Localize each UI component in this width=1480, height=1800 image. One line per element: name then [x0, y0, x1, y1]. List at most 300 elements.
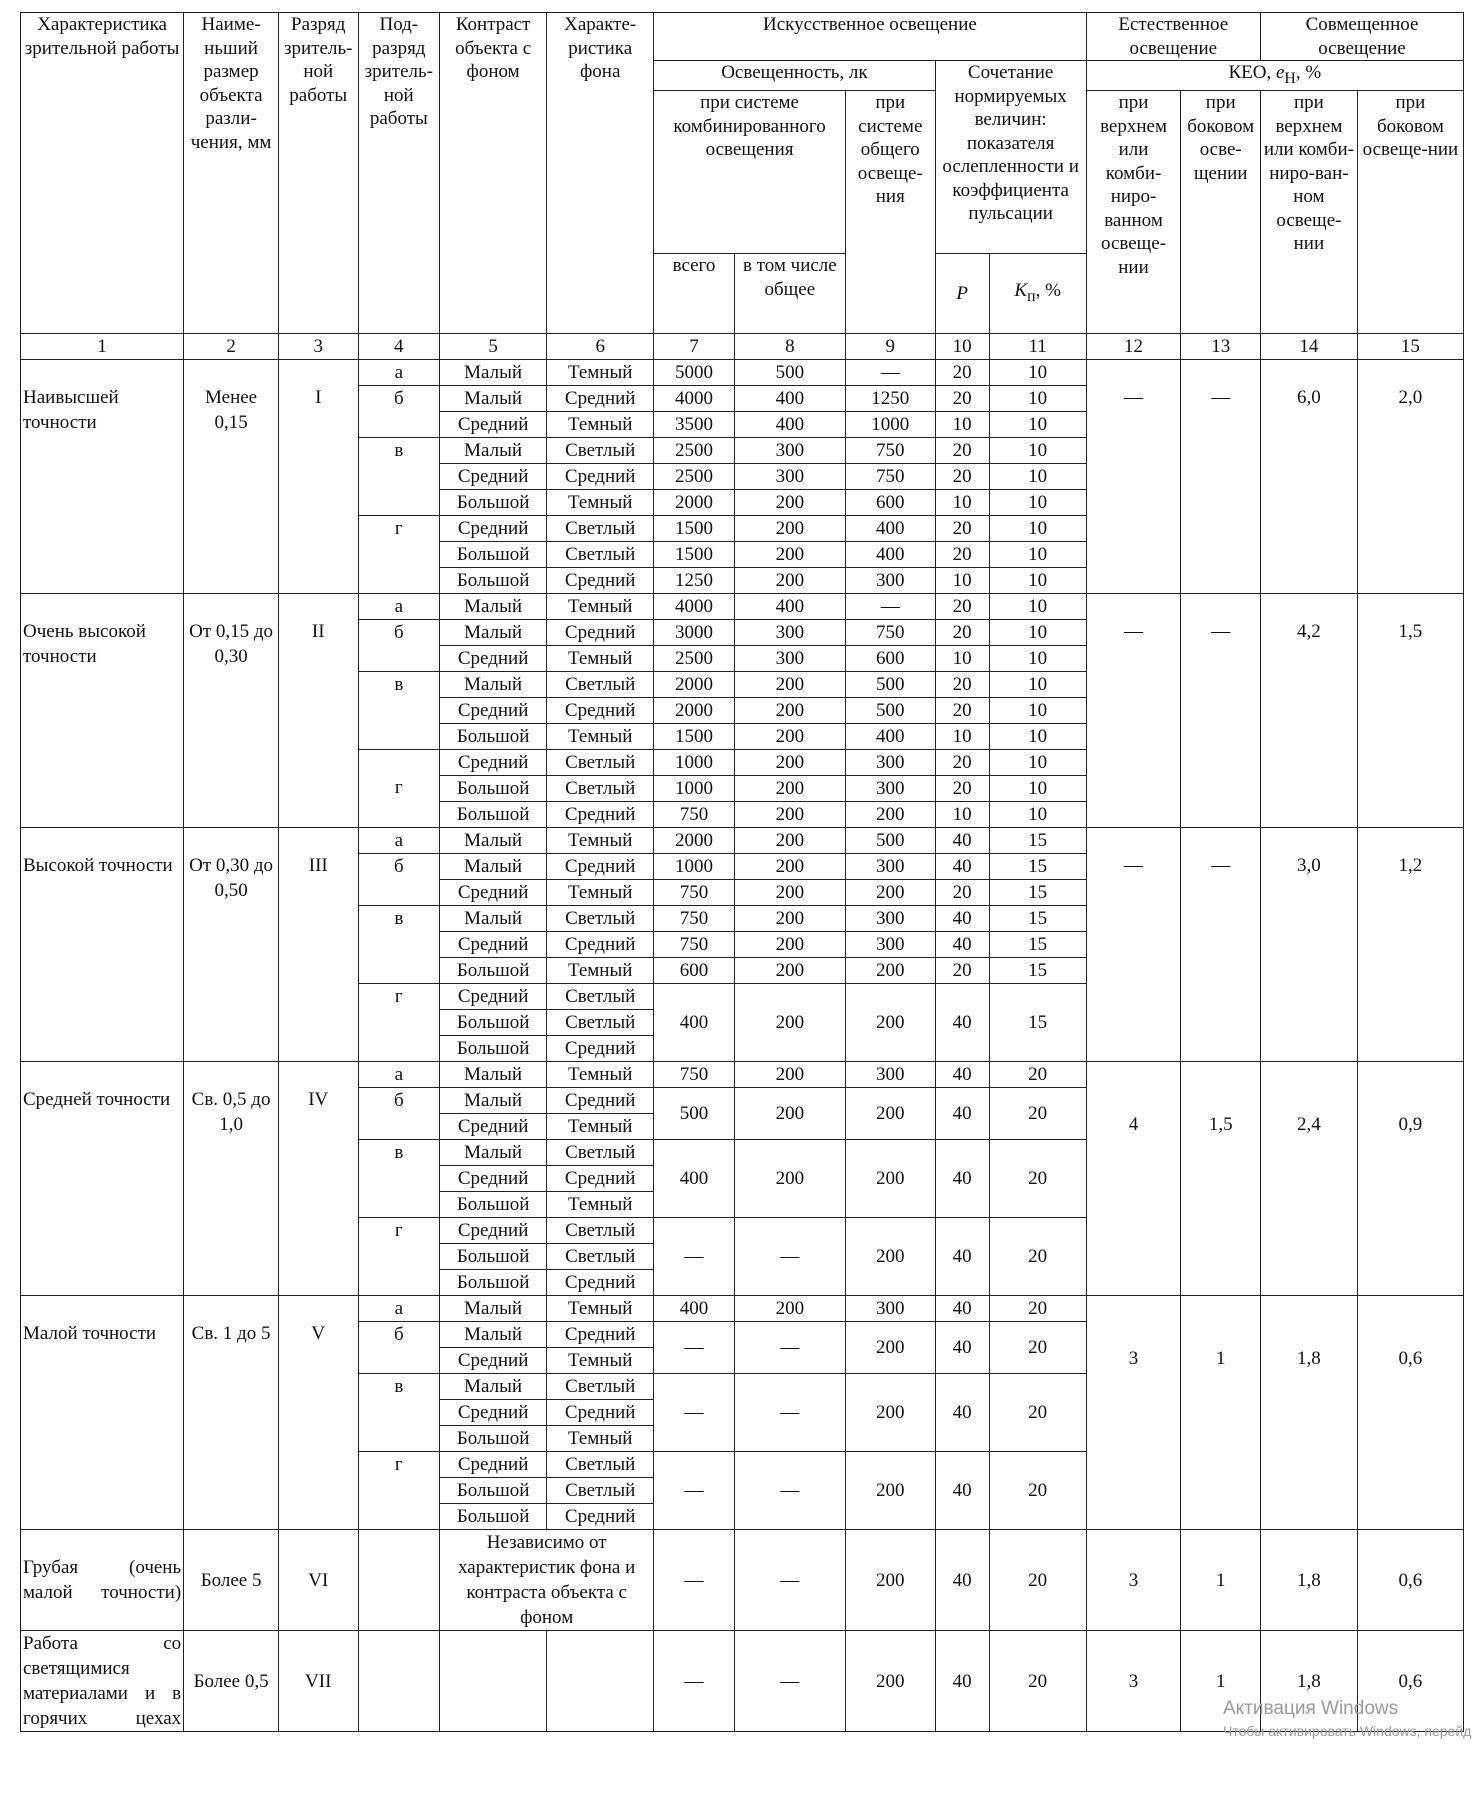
illum-general-part: 200 [734, 750, 845, 776]
contrast-cell: Малый [440, 672, 547, 698]
glare-index: 20 [935, 750, 989, 776]
keo-combined-top: 6,0 [1260, 360, 1357, 594]
glare-index: 40 [935, 854, 989, 880]
illum-general-part: 200 [734, 490, 845, 516]
column-number: 14 [1260, 334, 1357, 360]
keo-natural-side: 1 [1181, 1631, 1261, 1732]
glare-index: 20 [935, 620, 989, 646]
pulsation-coef: 20 [989, 1631, 1086, 1732]
illum-general-part: 200 [734, 854, 845, 880]
background-cell: Светлый [547, 1010, 654, 1036]
pulsation-coef: 10 [989, 646, 1086, 672]
illum-total: 2500 [654, 464, 735, 490]
illum-total: 1000 [654, 854, 735, 880]
illum-general-part: 200 [734, 1062, 845, 1088]
subrank-letter: а [358, 1062, 440, 1088]
background-cell: Средний [547, 1322, 654, 1348]
keo-combined-side: 1,5 [1357, 594, 1463, 828]
table-row [21, 1296, 1464, 1322]
subrank-empty [358, 1530, 440, 1631]
pulsation-coef: 10 [989, 464, 1086, 490]
glare-index: 10 [935, 802, 989, 828]
category-name: Высокой точности [21, 828, 184, 1062]
pulsation-coef: 20 [989, 1088, 1086, 1140]
contrast-cell: Малый [440, 1140, 547, 1166]
illum-general-system: 600 [845, 490, 935, 516]
contrast-cell: Средний [440, 932, 547, 958]
background-cell: Темный [547, 1296, 654, 1322]
contrast-cell: Большой [440, 1192, 547, 1218]
background-cell: Темный [547, 1426, 654, 1452]
keo-natural-side: — [1181, 828, 1261, 1062]
glare-index: 40 [935, 1218, 989, 1296]
illum-general-part: 200 [734, 958, 845, 984]
illum-total: — [654, 1631, 735, 1732]
background-cell: Средний [547, 1270, 654, 1296]
subrank-letter: а [358, 594, 440, 620]
background-cell: Светлый [547, 542, 654, 568]
subrank-letter: в [358, 438, 440, 516]
illum-total: — [654, 1530, 735, 1631]
glare-index: 20 [935, 672, 989, 698]
contrast-cell: Малый [440, 1322, 547, 1348]
contrast-cell: Малый [440, 1296, 547, 1322]
subrank-letter: б [358, 620, 440, 672]
illum-general-part: 400 [734, 412, 845, 438]
contrast-cell: Средний [440, 516, 547, 542]
contrast-cell: Малый [440, 1088, 547, 1114]
contrast-cell: Большой [440, 1504, 547, 1530]
background-cell: Темный [547, 1192, 654, 1218]
glare-index: 20 [935, 438, 989, 464]
subrank-letter: в [358, 1140, 440, 1218]
header-general-system: при системе общего освеще-ния [845, 91, 935, 334]
subrank-letter: б [358, 386, 440, 438]
pulsation-coef: 20 [989, 1374, 1086, 1452]
illum-general-system: 1250 [845, 386, 935, 412]
header-combination: Сочетание нормируемых величин: показателя ослепленности и коэффициента пульсации [935, 61, 1086, 254]
keo-natural-side: 1 [1181, 1296, 1261, 1530]
glare-index: 20 [935, 880, 989, 906]
illum-total: — [654, 1374, 735, 1452]
column-number: 2 [184, 334, 279, 360]
illum-general-part: 200 [734, 672, 845, 698]
pulsation-coef: 10 [989, 386, 1086, 412]
category-rank: I [278, 360, 358, 594]
illum-total: 3500 [654, 412, 735, 438]
pulsation-coef: 15 [989, 906, 1086, 932]
keo-combined-top: 4,2 [1260, 594, 1357, 828]
subrank-letter: г [358, 1218, 440, 1296]
contrast-cell: Малый [440, 360, 547, 386]
background-cell: Светлый [547, 776, 654, 802]
pulsation-coef: 20 [989, 1218, 1086, 1296]
illum-total: 600 [654, 958, 735, 984]
illum-general-part: 200 [734, 698, 845, 724]
column-number: 15 [1357, 334, 1463, 360]
contrast-cell: Средний [440, 646, 547, 672]
background-cell: Средний [547, 1166, 654, 1192]
background-cell: Темный [547, 880, 654, 906]
illum-general-system: 200 [845, 1530, 935, 1631]
illum-general-system: 200 [845, 880, 935, 906]
header-artificial-lighting: Искусственное освещение [654, 13, 1086, 61]
contrast-cell: Средний [440, 1218, 547, 1244]
pulsation-coef: 20 [989, 1452, 1086, 1530]
illum-general-part: 200 [734, 1140, 845, 1218]
background-cell: Темный [547, 594, 654, 620]
keo-natural-top: 3 [1086, 1631, 1181, 1732]
category-min-size: От 0,30 до 0,50 [184, 828, 279, 1062]
background-cell: Светлый [547, 1244, 654, 1270]
column-number: 5 [440, 334, 547, 360]
header-keo-text: КЕО, $e_Н$, % [1228, 62, 1322, 87]
header-total: всего [654, 254, 735, 334]
illum-total: 4000 [654, 386, 735, 412]
background-cell: Средний [547, 568, 654, 594]
background-cell: Светлый [547, 1374, 654, 1400]
illum-general-part: 200 [734, 1088, 845, 1140]
header-keo [1086, 61, 1463, 91]
illum-general-part: — [734, 1218, 845, 1296]
contrast-cell: Средний [440, 1452, 547, 1478]
pulsation-coef: 10 [989, 516, 1086, 542]
illum-total: 750 [654, 932, 735, 958]
illum-general-part: — [734, 1530, 845, 1631]
category-name: Грубая (очень малой точности) [21, 1530, 184, 1631]
subrank-letter: в [358, 672, 440, 750]
pulsation-coef: 15 [989, 958, 1086, 984]
illum-general-system: 200 [845, 1218, 935, 1296]
contrast-cell: Большой [440, 542, 547, 568]
header-natural-top: при верхнем или комби-ниро-ванном освеще-нии [1086, 91, 1181, 334]
illum-total: 5000 [654, 360, 735, 386]
watermark-subtitle: Чтобы активировать Windows, перейд [1223, 1723, 1472, 1739]
contrast-cell: Большой [440, 776, 547, 802]
category-name: Очень высокой точности [21, 594, 184, 828]
illum-general-system: 200 [845, 1452, 935, 1530]
glare-index: 40 [935, 1530, 989, 1631]
illum-general-part: — [734, 1452, 845, 1530]
pulsation-coef: 20 [989, 1322, 1086, 1374]
glare-index: 20 [935, 594, 989, 620]
illum-general-system: 750 [845, 438, 935, 464]
subrank-letter: а [358, 828, 440, 854]
background-cell: Светлый [547, 672, 654, 698]
category-name: Средней точности [21, 1062, 184, 1296]
glare-index: 40 [935, 1631, 989, 1732]
keo-natural-top: — [1086, 828, 1181, 1062]
contrast-cell: Малый [440, 1374, 547, 1400]
column-number: 6 [547, 334, 654, 360]
contrast-cell: Малый [440, 1062, 547, 1088]
contrast-cell: Средний [440, 750, 547, 776]
table-row [21, 1062, 1464, 1088]
illum-general-part: 200 [734, 1296, 845, 1322]
glare-index: 20 [935, 542, 989, 568]
contrast-cell: Средний [440, 464, 547, 490]
contrast-cell: Большой [440, 958, 547, 984]
pulsation-coef: 10 [989, 594, 1086, 620]
contrast-cell: Большой [440, 1010, 547, 1036]
column-number: 8 [734, 334, 845, 360]
background-cell: Светлый [547, 984, 654, 1010]
background-cell: Средний [547, 854, 654, 880]
background-cell: Светлый [547, 1218, 654, 1244]
illum-general-system: 500 [845, 698, 935, 724]
illum-general-system: 300 [845, 932, 935, 958]
document-page [20, 12, 1472, 1739]
category-rank: V [278, 1296, 358, 1530]
illum-total: 2000 [654, 672, 735, 698]
background-cell: Светлый [547, 438, 654, 464]
illum-total: 2000 [654, 490, 735, 516]
illum-total: 1500 [654, 542, 735, 568]
header-subrank: Под-разряд зритель-ной работы [358, 13, 440, 334]
illum-general-part: 200 [734, 568, 845, 594]
pulsation-coef: 10 [989, 438, 1086, 464]
pulsation-coef: 15 [989, 828, 1086, 854]
category-rank: VI [278, 1530, 358, 1631]
header-natural-side: при боковом осве-щении [1181, 91, 1261, 334]
category-rank: IV [278, 1062, 358, 1296]
header-combined-side: при боковом освеще-нии [1357, 91, 1463, 334]
illum-general-part: 400 [734, 594, 845, 620]
illum-general-system: 300 [845, 854, 935, 880]
pulsation-coef: 10 [989, 750, 1086, 776]
pulsation-coef: 10 [989, 672, 1086, 698]
subrank-empty [358, 1631, 440, 1732]
keo-combined-side: 0,6 [1357, 1530, 1463, 1631]
illum-general-system: 200 [845, 984, 935, 1062]
header-combined-lighting: Совмещенное освещение [1260, 13, 1463, 61]
illum-total: 2000 [654, 698, 735, 724]
illum-general-part: 200 [734, 906, 845, 932]
glare-index: 40 [935, 828, 989, 854]
subrank-letter: в [358, 906, 440, 984]
column-number: 10 [935, 334, 989, 360]
keo-natural-top: 4 [1086, 1062, 1181, 1296]
illum-general-part: 300 [734, 464, 845, 490]
illum-general-system: 750 [845, 464, 935, 490]
illum-general-part: 200 [734, 802, 845, 828]
keo-natural-top: 3 [1086, 1296, 1181, 1530]
illum-total: 750 [654, 802, 735, 828]
illum-general-system: 200 [845, 802, 935, 828]
illum-total: 1500 [654, 724, 735, 750]
glare-index: 40 [935, 932, 989, 958]
illum-total: 750 [654, 1062, 735, 1088]
subrank-letter: в [358, 1374, 440, 1452]
glare-index: 20 [935, 698, 989, 724]
contrast-empty [440, 1631, 547, 1732]
contrast-cell: Средний [440, 880, 547, 906]
background-cell: Средний [547, 802, 654, 828]
pulsation-coef: 15 [989, 984, 1086, 1062]
illum-general-system: 400 [845, 516, 935, 542]
column-number: 3 [278, 334, 358, 360]
keo-combined-top: 1,8 [1260, 1530, 1357, 1631]
contrast-cell: Средний [440, 1400, 547, 1426]
category-rank: III [278, 828, 358, 1062]
background-cell: Темный [547, 360, 654, 386]
column-number: 7 [654, 334, 735, 360]
background-cell: Светлый [547, 516, 654, 542]
subrank-letter: г [358, 516, 440, 594]
background-cell: Светлый [547, 1452, 654, 1478]
watermark-title: Активация Windows [1223, 1698, 1399, 1719]
category-min-size: Св. 0,5 до 1,0 [184, 1062, 279, 1296]
subrank-letter: а [358, 1296, 440, 1322]
category-name: Наивысшей точности [21, 360, 184, 594]
pulsation-coef: 10 [989, 360, 1086, 386]
contrast-cell: Средний [440, 984, 547, 1010]
glare-index: 10 [935, 724, 989, 750]
illum-total: 400 [654, 1140, 735, 1218]
subrank-letter: б [358, 1322, 440, 1374]
table-row-rough [21, 1530, 1464, 1631]
glare-index: 20 [935, 776, 989, 802]
illum-total: 400 [654, 1296, 735, 1322]
illum-general-part: 200 [734, 932, 845, 958]
background-cell: Средний [547, 386, 654, 412]
background-cell: Темный [547, 412, 654, 438]
illum-general-part: 200 [734, 984, 845, 1062]
pulsation-coef: 10 [989, 802, 1086, 828]
table-row [21, 594, 1464, 620]
keo-natural-top: — [1086, 594, 1181, 828]
category-name: Малой точности [21, 1296, 184, 1530]
glare-index: 10 [935, 646, 989, 672]
background-cell: Темный [547, 1114, 654, 1140]
background-cell: Средний [547, 698, 654, 724]
illum-general-part: 500 [734, 360, 845, 386]
independent-note: Независимо от характеристик фона и контраста объекта с фоном [440, 1530, 654, 1631]
header-min-size: Наиме-ньший размер объекта разли-чения, мм [184, 13, 279, 334]
pulsation-coef: 20 [989, 1140, 1086, 1218]
glare-index: 40 [935, 1374, 989, 1452]
header-p: Р [935, 254, 989, 334]
illum-general-part: 400 [734, 386, 845, 412]
lighting-norms-table [20, 12, 1464, 1732]
contrast-cell: Средний [440, 1348, 547, 1374]
glare-index: 10 [935, 568, 989, 594]
pulsation-coef: 15 [989, 932, 1086, 958]
column-number: 11 [989, 334, 1086, 360]
glare-index: 40 [935, 906, 989, 932]
glare-index: 20 [935, 386, 989, 412]
background-empty [547, 1631, 654, 1732]
keo-natural-side: 1,5 [1181, 1062, 1261, 1296]
illum-general-system: 300 [845, 906, 935, 932]
contrast-cell: Малый [440, 386, 547, 412]
contrast-cell: Малый [440, 438, 547, 464]
illum-general-system: 750 [845, 620, 935, 646]
subrank-letter: г [358, 1452, 440, 1530]
subrank-letter: г [358, 984, 440, 1062]
category-min-size: Более 5 [184, 1530, 279, 1631]
header-natural-lighting: Естественное освещение [1086, 13, 1260, 61]
illum-general-part: 200 [734, 880, 845, 906]
pulsation-coef: 10 [989, 542, 1086, 568]
pulsation-coef: 10 [989, 412, 1086, 438]
pulsation-coef: 10 [989, 724, 1086, 750]
pulsation-coef: 20 [989, 1530, 1086, 1631]
pulsation-coef: 10 [989, 698, 1086, 724]
keo-natural-side: 1 [1181, 1530, 1261, 1631]
background-cell: Темный [547, 724, 654, 750]
pulsation-coef: 15 [989, 880, 1086, 906]
glare-index: 40 [935, 984, 989, 1062]
keo-combined-top: 2,4 [1260, 1062, 1357, 1296]
illum-total: 1000 [654, 750, 735, 776]
glare-index: 20 [935, 360, 989, 386]
header-combined-top: при верхнем или комби-ниро-ван-ном освеще-нии [1260, 91, 1357, 334]
background-cell: Светлый [547, 750, 654, 776]
illum-general-part: — [734, 1322, 845, 1374]
keo-combined-side: 2,0 [1357, 360, 1463, 594]
pulsation-coef: 10 [989, 568, 1086, 594]
glare-index: 40 [935, 1296, 989, 1322]
table-row-glowing [21, 1631, 1464, 1732]
illum-total: 400 [654, 984, 735, 1062]
illum-general-system: — [845, 360, 935, 386]
header-illuminance: Освещенность, лк [654, 61, 935, 91]
glare-index: 40 [935, 1452, 989, 1530]
background-cell: Светлый [547, 906, 654, 932]
illum-general-system: 300 [845, 568, 935, 594]
header-characteristic: Характеристика зрительной работы [21, 13, 184, 334]
contrast-cell: Средний [440, 1166, 547, 1192]
illum-general-part: 200 [734, 542, 845, 568]
background-cell: Темный [547, 490, 654, 516]
background-cell: Средний [547, 1088, 654, 1114]
illum-general-part: 300 [734, 646, 845, 672]
contrast-cell: Малый [440, 620, 547, 646]
contrast-cell: Большой [440, 568, 547, 594]
illum-general-system: 300 [845, 776, 935, 802]
contrast-cell: Малый [440, 828, 547, 854]
illum-total: 750 [654, 906, 735, 932]
contrast-cell: Малый [440, 594, 547, 620]
illum-total: 3000 [654, 620, 735, 646]
illum-general-system: 200 [845, 1631, 935, 1732]
subrank-letter: б [358, 854, 440, 906]
glare-index: 40 [935, 1322, 989, 1374]
category-min-size: Менее 0,15 [184, 360, 279, 594]
keo-combined-side: 0,9 [1357, 1062, 1463, 1296]
illum-general-part: 300 [734, 620, 845, 646]
background-cell: Темный [547, 958, 654, 984]
contrast-cell: Малый [440, 854, 547, 880]
keo-combined-side: 0,6 [1357, 1631, 1463, 1732]
contrast-cell: Большой [440, 490, 547, 516]
illum-total: 2000 [654, 828, 735, 854]
background-cell: Средний [547, 464, 654, 490]
illum-general-part: 200 [734, 828, 845, 854]
glare-index: 10 [935, 412, 989, 438]
background-cell: Темный [547, 1348, 654, 1374]
column-number: 12 [1086, 334, 1181, 360]
illum-general-system: 200 [845, 1088, 935, 1140]
keo-natural-top: 3 [1086, 1530, 1181, 1631]
glare-index: 40 [935, 1140, 989, 1218]
category-rank: VII [278, 1631, 358, 1732]
pulsation-coef: 10 [989, 490, 1086, 516]
header-rank: Разряд зритель-ной работы [278, 13, 358, 334]
illum-general-system: 600 [845, 646, 935, 672]
pulsation-coef: 10 [989, 776, 1086, 802]
